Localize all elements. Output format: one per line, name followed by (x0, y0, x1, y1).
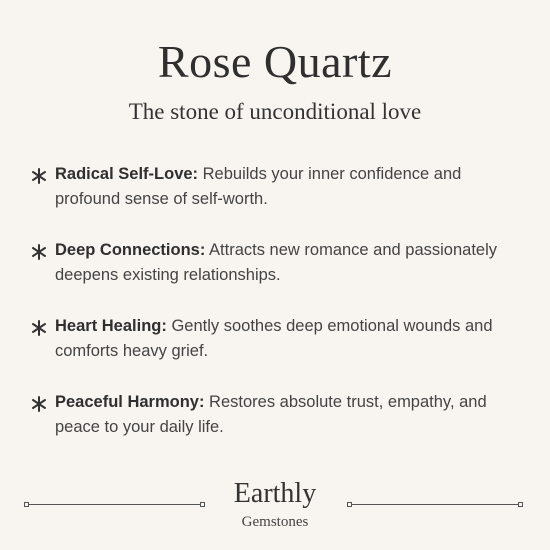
sparkle-asterisk-icon (30, 243, 48, 261)
benefit-item (30, 162, 500, 238)
brand-name: Earthly (233, 478, 317, 509)
benefits-list (30, 162, 500, 466)
benefit-text: Restores absolute trust, empathy, and peace to your daily life. (55, 393, 487, 436)
page-title: Rose Quartz (157, 36, 393, 87)
benefit-item (30, 314, 500, 390)
benefit-text: Attracts new romance and passionately deepens existing relationships. (55, 241, 498, 284)
benefit-text: Gently soothes deep emotional wounds and comforts heavy grief. (55, 317, 493, 360)
benefit-name: Radical Self-Love: (55, 165, 199, 183)
benefit-item (30, 390, 500, 466)
benefit-name: Deep Connections: (55, 241, 206, 259)
benefit-text: Rebuilds your inner confidence and profound sense of self-worth. (55, 165, 462, 208)
sparkle-asterisk-icon (30, 319, 48, 337)
page-subtitle: The stone of unconditional love (128, 99, 422, 124)
benefit-item (30, 238, 500, 314)
sparkle-asterisk-icon (30, 395, 48, 413)
benefit-name: Peaceful Harmony: (55, 393, 205, 411)
benefit-name: Heart Healing: (55, 317, 167, 335)
brand-tagline: Gemstones (241, 514, 309, 530)
sparkle-asterisk-icon (30, 167, 48, 185)
